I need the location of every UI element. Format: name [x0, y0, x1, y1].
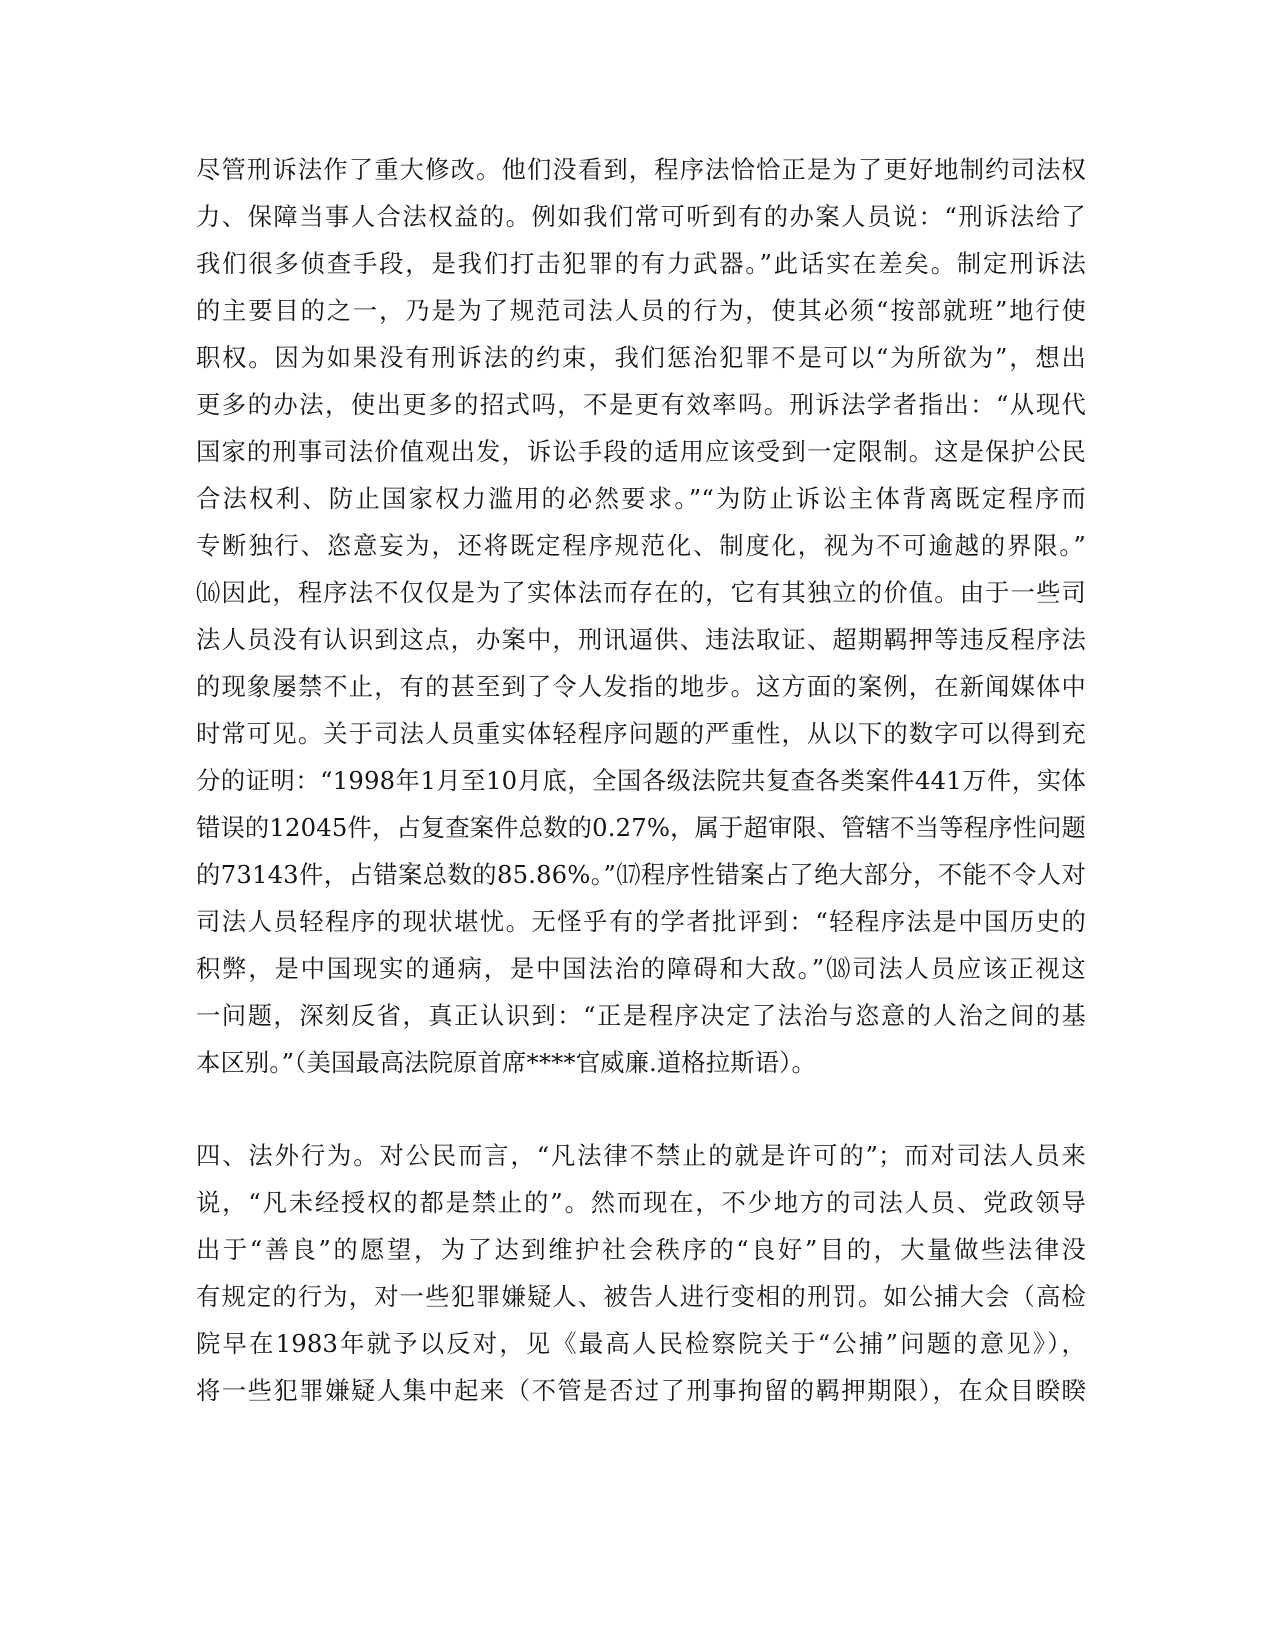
- text-line: 有规定的行为，对一些犯罪嫌疑人、被告人进行变相的刑罚。如公捕大会（高检: [196, 1282, 1086, 1311]
- text-line: 力、保障当事人合法权益的。例如我们常可听到有的办案人员说：“刑诉法给了: [196, 202, 1086, 231]
- text-line: 我们很多侦查手段，是我们打击犯罪的有力武器。”此话实在差矣。制定刑诉法: [196, 249, 1086, 278]
- text-line: 一问题，深刻反省，真正认识到：“正是程序决定了法治与恣意的人治之间的基: [196, 1001, 1086, 1030]
- text-line: 出于“善良”的愿望，为了达到维护社会秩序的“良好”目的，大量做些法律没: [196, 1235, 1086, 1264]
- text-line: 本区别。”（美国最高法院原首席****官威廉.道格拉斯语）。: [196, 1048, 816, 1077]
- text-line: 的现象屡禁不止，有的甚至到了令人发指的地步。这方面的案例，在新闻媒体中: [196, 672, 1086, 701]
- text-line: 将一些犯罪嫌疑人集中起来（不管是否过了刑事拘留的羁押期限），在众目睽睽: [196, 1376, 1086, 1405]
- text-line: 尽管刑诉法作了重大修改。他们没看到，程序法恰恰正是为了更好地制约司法权: [196, 155, 1086, 184]
- text-line: 分的证明：“1998年1月至10月底，全国各级法院共复查各类案件441万件，实体: [196, 766, 1086, 795]
- text-line: 时常可见。关于司法人员重实体轻程序问题的严重性，从以下的数字可以得到充: [196, 719, 1086, 748]
- text-line: 积弊，是中国现实的通病，是中国法治的障碍和大敌。”⒅司法人员应该正视这: [196, 954, 1086, 983]
- text-line: ⒃因此，程序法不仅仅是为了实体法而存在的，它有其独立的价值。由于一些司: [196, 578, 1086, 607]
- text-line: 的73143件，占错案总数的85.86%。”⒄程序性错案占了绝大部分，不能不令人对: [196, 860, 1086, 889]
- text-line: 合法权利、防止国家权力滥用的必然要求。”“为防止诉讼主体背离既定程序而: [196, 484, 1086, 513]
- text-line: 司法人员轻程序的现状堪忧。无怪乎有的学者批评到：“轻程序法是中国历史的: [196, 907, 1086, 936]
- text-line: 四、法外行为。对公民而言，“凡法律不禁止的就是许可的”；而对司法人员来: [196, 1141, 1086, 1170]
- text-line: 法人员没有认识到这点，办案中，刑讯逼供、违法取证、超期羁押等违反程序法: [196, 625, 1086, 654]
- text-line: 国家的刑事司法价值观出发，诉讼手段的适用应该受到一定限制。这是保护公民: [196, 437, 1086, 466]
- text-line: 更多的办法，使出更多的招式吗，不是更有效率吗。刑诉法学者指出：“从现代: [196, 390, 1086, 419]
- text-line: 错误的12045件，占复查案件总数的0.27%，属于超审限、管辖不当等程序性问题: [196, 813, 1086, 842]
- text-line: 职权。因为如果没有刑诉法的约束，我们惩治犯罪不是可以“为所欲为”，想出: [196, 343, 1086, 372]
- text-line: 的主要目的之一，乃是为了规范司法人员的行为，使其必须“按部就班”地行使: [196, 296, 1086, 325]
- text-line: 院早在1983年就予以反对，见《最高人民检察院关于“公捕”问题的意见》），: [196, 1329, 1086, 1358]
- text-line: 专断独行、恣意妄为，还将既定程序规范化、制度化，视为不可逾越的界限。”: [196, 531, 1086, 560]
- text-line: 说，“凡未经授权的都是禁止的”。然而现在，不少地方的司法人员、党政领导: [196, 1188, 1086, 1217]
